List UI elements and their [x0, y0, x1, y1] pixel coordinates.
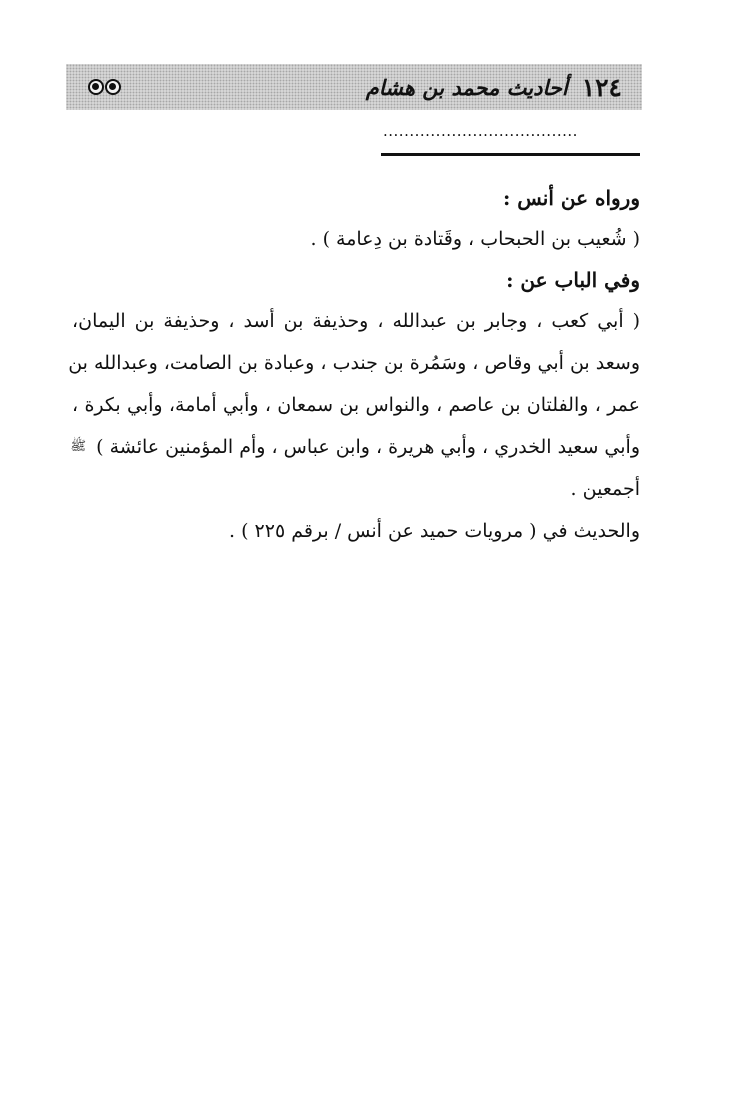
running-title: أحاديث محمد بن هشام [365, 74, 568, 100]
double-circle-ornament-icon [88, 79, 121, 95]
ornament-circle-icon [88, 79, 104, 95]
chapter-line-3: عمر ، والفلتان بن عاصم ، والنواس بن سمعان ، وأبي أمامة، وأبي بكرة ، [72, 394, 640, 416]
chapter-heading: وفي الباب عن : [506, 268, 640, 292]
chapter-line-4-text: وأبي سعيد الخدري ، وأبي هريرة ، وابن عباس ، وأم المؤمنين عائشة ) [96, 436, 640, 458]
narrators-line: ( شُعيب بن الحبحاب ، وقَتادة بن دِعامة ) . [310, 228, 640, 250]
dotted-separator: ..................................... [383, 122, 578, 140]
page-body [68, 178, 640, 552]
narrators-heading: ورواه عن أنس : [502, 186, 640, 210]
reference-line: والحديث في ( مرويات حميد عن أنس / برقم ٢٢٥ ) . [229, 520, 640, 542]
closing-word: أجمعين . [570, 478, 640, 500]
chapter-line-1: ( أبي كعب ، وجابر بن عبدالله ، وحذيفة بن أسد ، وحذيفة بن اليمان، [72, 310, 640, 332]
page-header [66, 64, 642, 110]
ornament-circle-icon [105, 79, 121, 95]
chapter-line-4 [72, 426, 640, 468]
chapter-line-2: وسعد بن أبي وقاص ، وسَمُرة بن جندب ، وعبادة بن الصامت، وعبدالله بن [68, 352, 640, 374]
page-number: ١٢٤ [581, 72, 622, 102]
header-rule [381, 153, 640, 156]
honorific-glyph: ﷺ [70, 439, 87, 454]
